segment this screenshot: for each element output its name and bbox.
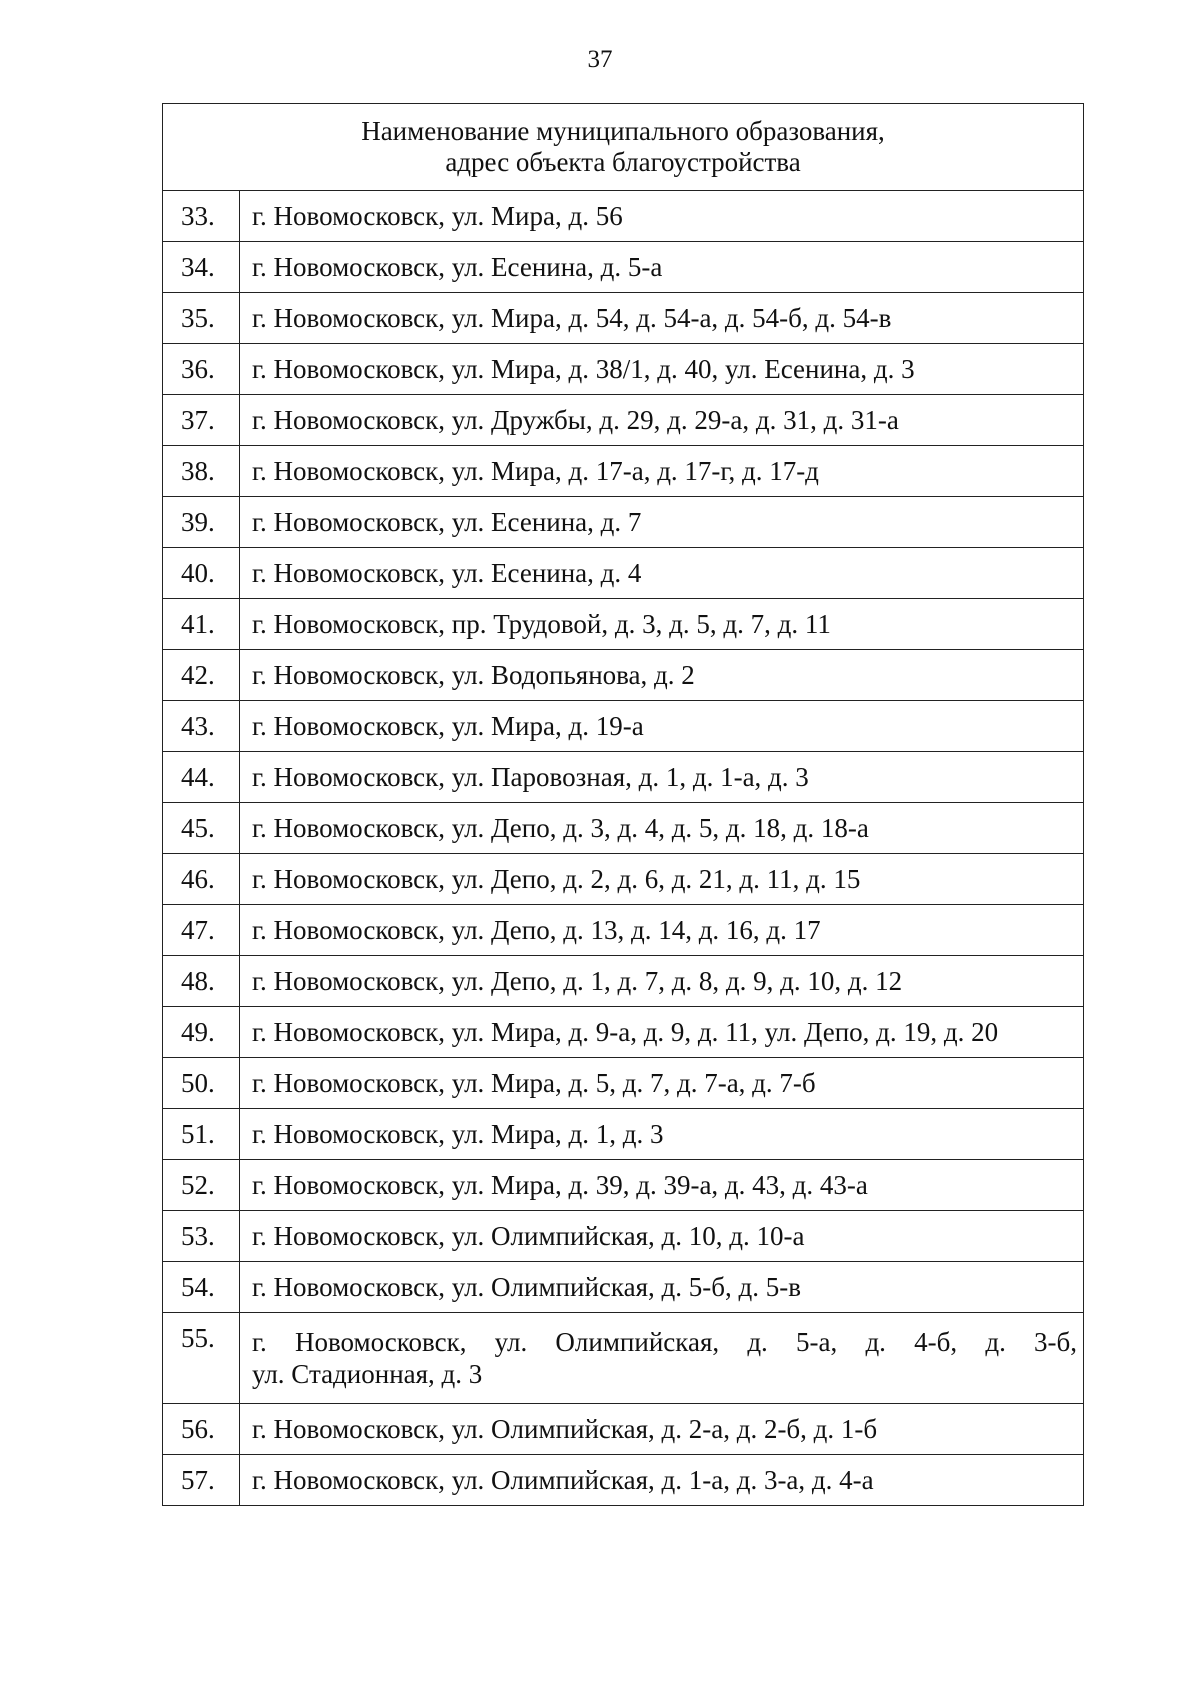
row-number: 41. (163, 599, 240, 650)
row-address: г. Новомосковск, ул. Есенина, д. 4 (240, 548, 1084, 599)
row-address: г. Новомосковск, пр. Трудовой, д. 3, д. 5, д. 7, д. 11 (240, 599, 1084, 650)
row-address: г. Новомосковск, ул. Водопьянова, д. 2 (240, 650, 1084, 701)
row-number: 49. (163, 1007, 240, 1058)
row-number: 35. (163, 293, 240, 344)
table-row (163, 803, 1084, 854)
row-number: 52. (163, 1160, 240, 1211)
row-number: 46. (163, 854, 240, 905)
table-row (163, 956, 1084, 1007)
row-address: г. Новомосковск, ул. Олимпийская, д. 10, д. 10-а (240, 1211, 1084, 1262)
row-number: 56. (163, 1404, 240, 1455)
table-row (163, 752, 1084, 803)
row-number: 39. (163, 497, 240, 548)
row-address: г. Новомосковск, ул. Депо, д. 3, д. 4, д. 5, д. 18, д. 18-а (240, 803, 1084, 854)
row-number: 57. (163, 1455, 240, 1506)
table-row (163, 650, 1084, 701)
row-address: г. Новомосковск, ул. Олимпийская, д. 1-а, д. 3-а, д. 4-а (240, 1455, 1084, 1506)
table-row (163, 395, 1084, 446)
table-row (163, 1109, 1084, 1160)
table-row (163, 191, 1084, 242)
page-number: 37 (587, 46, 613, 73)
row-address: г. Новомосковск, ул. Депо, д. 1, д. 7, д. 8, д. 9, д. 10, д. 12 (240, 956, 1084, 1007)
table-row (163, 701, 1084, 752)
table-row (163, 497, 1084, 548)
row-number: 54. (163, 1262, 240, 1313)
table-row (163, 599, 1084, 650)
row-number: 53. (163, 1211, 240, 1262)
row-address: г. Новомосковск, ул. Есенина, д. 5-а (240, 242, 1084, 293)
row-address: г. Новомосковск, ул. Мира, д. 9-а, д. 9, д. 11, ул. Депо, д. 19, д. 20 (240, 1007, 1084, 1058)
table-row (163, 548, 1084, 599)
header-line-1: Наименование муниципального образования, (361, 116, 885, 146)
row-address: г. Новомосковск, ул. Паровозная, д. 1, д. 1-а, д. 3 (240, 752, 1084, 803)
table-row (163, 905, 1084, 956)
row-address: г. Новомосковск, ул. Есенина, д. 7 (240, 497, 1084, 548)
row-address: г. Новомосковск, ул. Олимпийская, д. 2-а, д. 2-б, д. 1-б (240, 1404, 1084, 1455)
row-address: г. Новомосковск, ул. Мира, д. 19-а (240, 701, 1084, 752)
row-address: г. Новомосковск, ул. Мира, д. 1, д. 3 (240, 1109, 1084, 1160)
table-row (163, 293, 1084, 344)
table-row (163, 1007, 1084, 1058)
table-row (163, 1313, 1084, 1404)
row-number: 36. (163, 344, 240, 395)
row-number: 34. (163, 242, 240, 293)
row-number: 55. (163, 1313, 240, 1404)
row-address (240, 1313, 1084, 1404)
table-row (163, 1262, 1084, 1313)
table-row (163, 854, 1084, 905)
address-table (162, 103, 1084, 1506)
row-address: г. Новомосковск, ул. Дружбы, д. 29, д. 29-а, д. 31, д. 31-а (240, 395, 1084, 446)
row-address: г. Новомосковск, ул. Олимпийская, д. 5-б, д. 5-в (240, 1262, 1084, 1313)
row-address: г. Новомосковск, ул. Мира, д. 38/1, д. 40, ул. Есенина, д. 3 (240, 344, 1084, 395)
row-address: г. Новомосковск, ул. Депо, д. 13, д. 14, д. 16, д. 17 (240, 905, 1084, 956)
table-row (163, 344, 1084, 395)
row-number: 48. (163, 956, 240, 1007)
table-header (163, 104, 1084, 191)
row-address: г. Новомосковск, ул. Мира, д. 5, д. 7, д. 7-а, д. 7-б (240, 1058, 1084, 1109)
table-row (163, 1058, 1084, 1109)
row-number: 47. (163, 905, 240, 956)
row-number: 43. (163, 701, 240, 752)
row-address-line-1: г. Новомосковск, ул. Олимпийская, д. 5-а, д. 4-б, д. 3-б, (252, 1327, 1077, 1357)
row-address: г. Новомосковск, ул. Депо, д. 2, д. 6, д. 21, д. 11, д. 15 (240, 854, 1084, 905)
row-number: 42. (163, 650, 240, 701)
row-number: 51. (163, 1109, 240, 1160)
row-number: 44. (163, 752, 240, 803)
table-row (163, 1455, 1084, 1506)
table-row (163, 446, 1084, 497)
row-number: 50. (163, 1058, 240, 1109)
table-row (163, 1211, 1084, 1262)
row-address: г. Новомосковск, ул. Мира, д. 54, д. 54-а, д. 54-б, д. 54-в (240, 293, 1084, 344)
row-number: 38. (163, 446, 240, 497)
row-address-line-2: ул. Стадионная, д. 3 (252, 1359, 483, 1389)
row-number: 45. (163, 803, 240, 854)
table-row (163, 242, 1084, 293)
row-address: г. Новомосковск, ул. Мира, д. 17-а, д. 17-г, д. 17-д (240, 446, 1084, 497)
row-address: г. Новомосковск, ул. Мира, д. 56 (240, 191, 1084, 242)
row-number: 40. (163, 548, 240, 599)
table-row (163, 1404, 1084, 1455)
row-number: 33. (163, 191, 240, 242)
row-address: г. Новомосковск, ул. Мира, д. 39, д. 39-а, д. 43, д. 43-а (240, 1160, 1084, 1211)
table-header-row (163, 104, 1084, 191)
header-line-2: адрес объекта благоустройства (445, 147, 801, 177)
table-row (163, 1160, 1084, 1211)
row-number: 37. (163, 395, 240, 446)
